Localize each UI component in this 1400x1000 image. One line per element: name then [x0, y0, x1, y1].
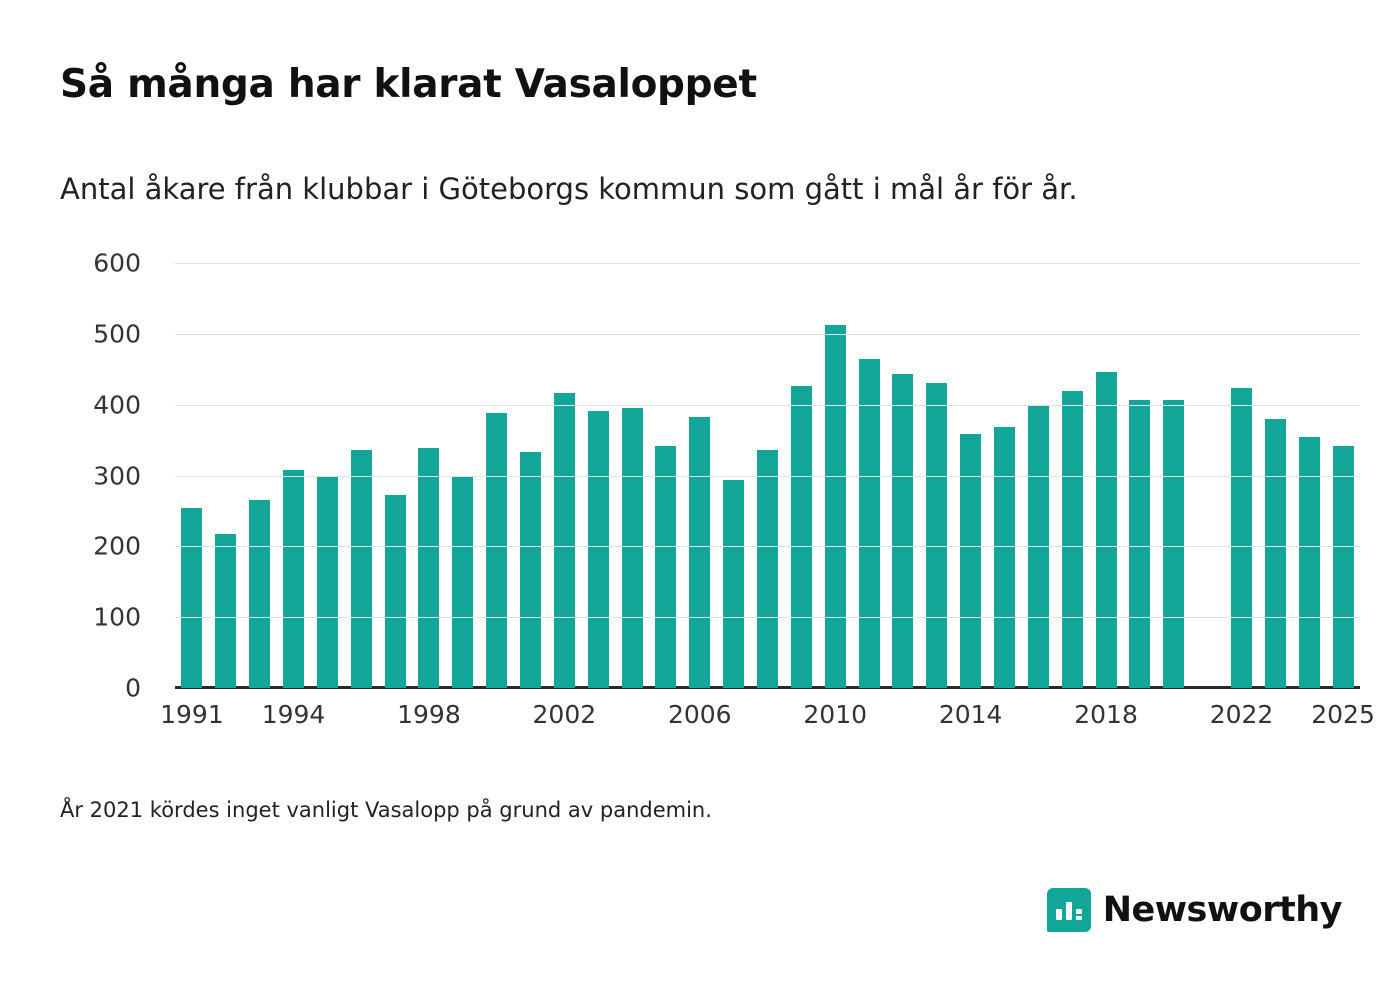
bar [960, 434, 981, 688]
chart-container [60, 238, 1375, 758]
bar [791, 386, 812, 688]
bar [655, 446, 676, 688]
brand-logo [1047, 888, 1342, 932]
bar [1129, 400, 1150, 688]
bar [351, 450, 372, 688]
bar [283, 470, 304, 688]
bar [385, 495, 406, 688]
bar [825, 325, 846, 688]
bar [1062, 391, 1083, 688]
y-axis-label: 300 [93, 461, 141, 490]
bar [554, 393, 575, 688]
bar [588, 411, 609, 688]
bar [757, 450, 778, 688]
gridline [175, 405, 1360, 406]
bar [859, 359, 880, 688]
bar [689, 417, 710, 688]
bar [926, 383, 947, 688]
bar [892, 374, 913, 689]
y-axis-label: 400 [93, 390, 141, 420]
y-axis-label: 200 [93, 531, 141, 561]
bar-chart-icon [1047, 888, 1091, 932]
x-axis-label: 2010 [803, 700, 868, 729]
x-axis-label: 2006 [667, 700, 732, 729]
x-axis-label: 2018 [1074, 700, 1138, 729]
gridline [175, 334, 1360, 335]
bar [181, 508, 202, 688]
bar [418, 448, 439, 688]
bar [1096, 372, 1117, 688]
chart-note: År 2021 kördes inget vanligt Vasalopp på grund av pandemin. [60, 798, 712, 822]
page-subtitle: Antal åkare från klubbar i Göteborgs kommun som gått i mål år för år. [60, 172, 1078, 206]
brand-name: Newsworthy [1102, 890, 1342, 930]
bar [1231, 388, 1252, 688]
bar [1163, 400, 1184, 688]
bar [249, 500, 270, 688]
bar [215, 534, 236, 688]
y-axis-label: 500 [93, 319, 141, 349]
bar [486, 413, 507, 688]
x-axis-label: 1994 [261, 700, 326, 729]
gridline [175, 546, 1360, 547]
x-axis-label: 1998 [397, 700, 461, 729]
bar [994, 427, 1015, 688]
x-axis-ticks [160, 700, 1375, 740]
bar [317, 477, 338, 688]
bar [622, 408, 643, 689]
y-axis-label: 100 [93, 602, 141, 632]
bar [1265, 419, 1286, 688]
gridline [175, 476, 1360, 477]
bar [452, 476, 473, 689]
page-title: Så många har klarat Vasaloppet [60, 62, 757, 107]
y-axis-label: 0 [125, 673, 141, 703]
y-axis-label: 600 [93, 248, 141, 278]
bar [1333, 446, 1354, 688]
bar [723, 480, 744, 688]
x-axis-label: 1991 [160, 700, 224, 729]
plot-area [175, 263, 1360, 688]
x-axis-label: 2022 [1209, 700, 1274, 729]
gridline [175, 263, 1360, 264]
gridline [175, 617, 1360, 618]
bar [520, 452, 541, 688]
bar [1299, 437, 1320, 688]
x-axis-label: 2002 [532, 700, 597, 729]
x-axis-label: 2014 [938, 700, 1003, 729]
x-axis-label: 2025 [1311, 700, 1375, 729]
